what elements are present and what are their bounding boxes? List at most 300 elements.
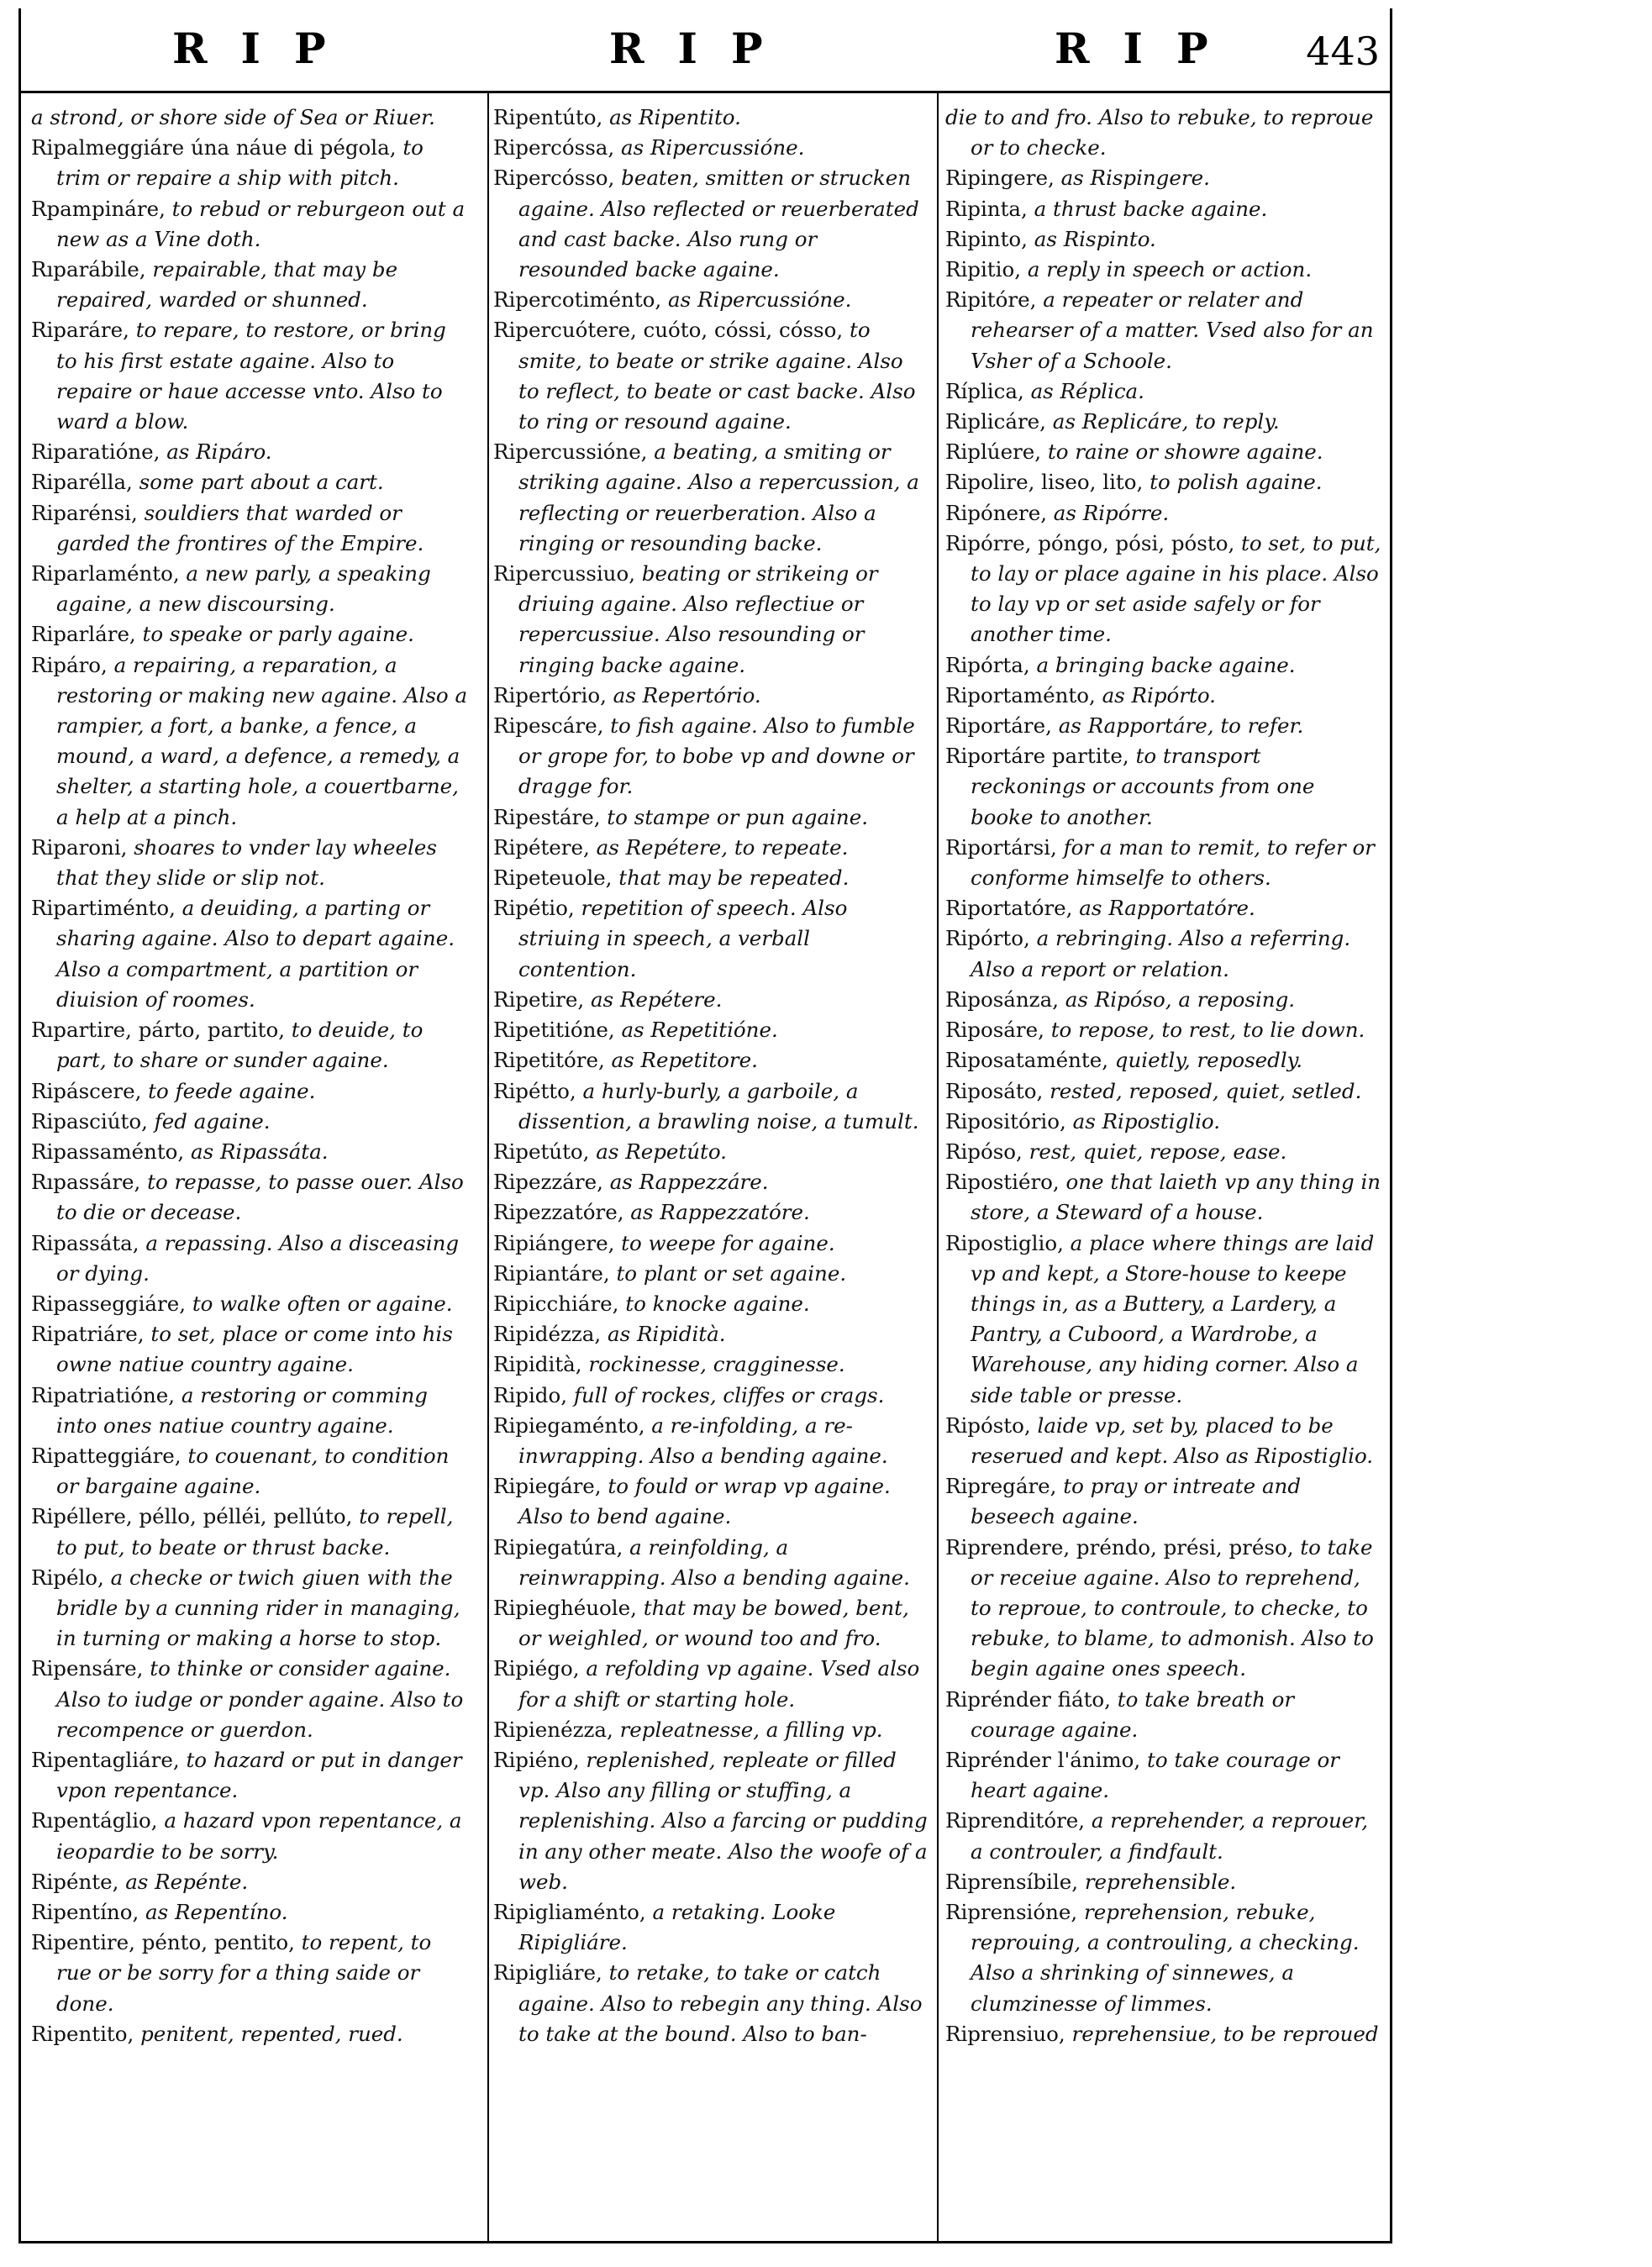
definition: to smite, to beate or strike againe. Also to reflect, to beate or cast backe. Also to ring or resound againe.	[518, 318, 916, 434]
definition: reprehension, rebuke, reprouing, a controuling, a checking. Also a shrinking of sinnewes, a clumzinesse of limmes.	[971, 1899, 1360, 2016]
headword: Ripéllere, péllo, pélléi, pellúto,	[31, 1504, 353, 1529]
dictionary-entry	[31, 1137, 468, 1167]
definition: a place where things are laid vp and kept, a Store-house to keepe things in, as a Buttery, a Lardery, a Pantry, a Cuboord, a Wardrobe, a Warehouse, any hiding corner. Also a side table or presse.	[971, 1230, 1375, 1407]
headword: Riposataménte,	[945, 1048, 1108, 1073]
dictionary-entry	[31, 1897, 468, 1928]
definition: as Ripáro.	[166, 439, 272, 465]
dictionary-page	[18, 8, 1392, 2243]
headword: Riposáre,	[945, 1018, 1044, 1043]
headword: Ripénte,	[31, 1869, 119, 1894]
headword: Riparlaménto,	[31, 561, 180, 586]
headword: Ripostiéro,	[945, 1170, 1060, 1195]
definition: a rebringing. Also a referring. Also a report or relation.	[971, 926, 1351, 981]
definition: as Ripassáta.	[191, 1139, 329, 1164]
headword: Riplicáre,	[945, 409, 1046, 434]
definition: a strond, or shore side of Sea or Riuer.	[31, 105, 435, 129]
definition: full of rockes, cliffes or crags.	[573, 1382, 885, 1407]
headword: Ripercotiménto,	[493, 287, 662, 313]
dictionary-entry	[493, 802, 930, 833]
headword: Rıpentáglio,	[31, 1808, 158, 1833]
headword: Ripélo,	[31, 1565, 104, 1590]
definition: to take breath or courage againe.	[971, 1686, 1295, 1742]
dictionary-entry	[945, 285, 1382, 376]
definition: a repassing. Also a disceasing or dying.	[56, 1230, 460, 1286]
dictionary-entry	[945, 255, 1382, 285]
dictionary-entry	[31, 1745, 468, 1806]
dictionary-entry	[31, 1928, 468, 2019]
column-2	[493, 103, 930, 2049]
headword: Ripetitióne,	[493, 1018, 615, 1043]
definition: die to and fro. Also to rebuke, to reproue or to checke.	[945, 105, 1374, 160]
dictionary-entry	[31, 559, 468, 619]
dictionary-entry	[31, 893, 468, 1015]
dictionary-entry	[493, 1533, 930, 1593]
dictionary-entry	[31, 833, 468, 893]
definition: as Replicáre, to reply.	[1052, 409, 1280, 434]
definition: to trim or repaire a ship with pitch.	[56, 135, 424, 191]
dictionary-entry	[493, 681, 930, 711]
definition: to retake, to take or catch againe. Also to rebegin any thing. Also to take at the bound. Also to ban-	[518, 1960, 923, 2046]
dictionary-entry	[493, 133, 930, 163]
dictionary-entry	[31, 619, 468, 650]
headword: Ripetúto,	[493, 1139, 590, 1164]
definition: repleatnesse, a filling vp.	[619, 1717, 883, 1742]
dictionary-entry	[945, 437, 1382, 467]
dictionary-entry	[945, 1167, 1382, 1228]
dictionary-entry	[945, 1015, 1382, 1045]
headword: Riparélla,	[31, 470, 133, 495]
definition: as Ripidità.	[608, 1322, 726, 1347]
headword: Ripiégo,	[493, 1656, 580, 1681]
definition: to stampe or pun againe.	[607, 804, 868, 829]
definition: to take courage or heart againe.	[971, 1747, 1339, 1803]
definition: a refolding vp againe. Vsed also for a shift or starting hole.	[518, 1656, 920, 1712]
dictionary-entry	[31, 2019, 468, 2049]
dictionary-entry	[945, 1533, 1382, 1685]
definition: rockinesse, cragginesse.	[588, 1352, 845, 1377]
headword: Ripezzatóre,	[493, 1200, 624, 1225]
headword: Riprenditóre,	[945, 1808, 1086, 1833]
headword: Ripentagliáre,	[31, 1747, 180, 1772]
dictionary-entry	[945, 194, 1382, 224]
dictionary-entry	[31, 498, 468, 559]
dictionary-entry	[493, 1745, 930, 1897]
headword: Ripetire,	[493, 986, 585, 1012]
headword: Ripórta,	[945, 652, 1030, 677]
dictionary-entry	[945, 893, 1382, 923]
dictionary-entry	[945, 1045, 1382, 1076]
definition: a checke or twich giuen with the bridle by a cunning rider in managing, in turning or making a horse to stop.	[56, 1565, 460, 1651]
dictionary-entry	[493, 711, 930, 802]
headword: Ripeteuole,	[493, 865, 613, 891]
headword: Riportatóre,	[945, 896, 1073, 921]
headword: Ripentito,	[31, 2021, 134, 2046]
dictionary-entry	[493, 1471, 930, 1532]
dictionary-entry	[945, 985, 1382, 1015]
dictionary-entry	[945, 1411, 1382, 1471]
headword: Ripassáta,	[31, 1230, 139, 1255]
dictionary-entry	[493, 1654, 930, 1714]
dictionary-entry	[31, 1654, 468, 1745]
definition: for a man to remit, to refer or conforme himselfe to others.	[971, 834, 1375, 891]
headword: Ripiantáre,	[493, 1260, 610, 1286]
definition: one that laieth vp any thing in store, a Steward of a house.	[971, 1170, 1381, 1225]
dictionary-entry	[31, 1563, 468, 1654]
definition: to walke often or againe.	[192, 1291, 453, 1316]
headword: Riprensióne,	[945, 1899, 1078, 1924]
headword: Ripinto,	[945, 226, 1028, 251]
headword: Ripétto,	[493, 1078, 576, 1103]
definition: a beating, a smiting or striking againe. Also a repercussion, a reflecting or reuerberation. Also a ringing or resounding backe.	[518, 439, 919, 555]
definition: replenished, repleate or filled vp. Also any filling or stuffing, a replenishing. Also a farcing or pudding in any other meate. Also the woofe of a web.	[518, 1747, 928, 1894]
dictionary-entry	[945, 498, 1382, 529]
dictionary-entry	[945, 1897, 1382, 2019]
running-head-right: RIP	[1055, 24, 1242, 73]
headword: Ripigliáre,	[493, 1960, 602, 1986]
dictionary-entry	[945, 681, 1382, 711]
definition: a hazard vpon repentance, a ieopardie to be sorry.	[56, 1808, 462, 1864]
headword: Riprénder l'ánimo,	[945, 1747, 1141, 1772]
definition: to fish againe. Also to fumble or grope for, to bobe vp and downe or dragge for.	[518, 713, 915, 799]
headword: Ripinta,	[945, 196, 1028, 221]
headword: Ripórre, póngo, pósi, pósto,	[945, 530, 1235, 555]
headword: Ripiegatúra,	[493, 1534, 623, 1560]
dictionary-entry	[493, 1015, 930, 1045]
column-1	[31, 103, 468, 2049]
headword: Ripregáre,	[945, 1474, 1057, 1499]
definition: as Ripentito.	[609, 105, 741, 129]
dictionary-entry	[493, 1137, 930, 1167]
headword: Ripezzáre,	[493, 1170, 603, 1195]
dictionary-entry	[945, 1076, 1382, 1107]
dictionary-entry	[493, 1289, 930, 1319]
definition: a restoring or comming into ones natiue country againe.	[56, 1382, 428, 1438]
dictionary-entry	[945, 923, 1382, 984]
definition: a hurly-burly, a garboile, a dissention, a brawling noise, a tumult.	[518, 1078, 919, 1134]
headword: Ripido,	[493, 1382, 568, 1407]
definition: laide vp, set by, placed to be reserued and kept. Also as Ripostiglio.	[971, 1412, 1374, 1468]
dictionary-entry	[31, 133, 468, 193]
dictionary-entry	[945, 103, 1382, 163]
headword: Rıpartire, párto, partito,	[31, 1018, 285, 1043]
headword: Riportáre partite,	[945, 744, 1129, 769]
headword: Ripentire, pénto, pentito,	[31, 1930, 295, 1955]
headword: Riprensiuo,	[945, 2021, 1065, 2046]
dictionary-entry	[945, 650, 1382, 681]
headword: Ripassaménto,	[31, 1139, 185, 1164]
dictionary-entry	[31, 1381, 468, 1441]
dictionary-entry	[31, 1867, 468, 1897]
dictionary-entry	[493, 1381, 930, 1411]
headword: Ripitio,	[945, 257, 1022, 282]
definition: rested, reposed, quiet, setled.	[1050, 1078, 1362, 1103]
headword: Riposánza,	[945, 986, 1059, 1012]
dictionary-entry	[945, 163, 1382, 193]
dictionary-entry	[945, 407, 1382, 437]
headword: Ripingere,	[945, 166, 1055, 191]
headword: Ripicchiáre,	[493, 1291, 619, 1316]
definition: to knocke againe.	[625, 1291, 810, 1316]
definition: to set, to put, to lay or place againe in his place. Also to lay vp or set aside safely or for another time.	[971, 530, 1381, 647]
definition: beaten, smitten or strucken againe. Also reflected or reuerberated and cast backe. Also rung or resounded backe againe.	[518, 166, 919, 282]
headword: Ripostiglio,	[945, 1230, 1064, 1255]
headword: Ripóso,	[945, 1139, 1023, 1164]
definition: as Repetitióne.	[621, 1018, 778, 1043]
headword: Ripercuótere, cuóto, cóssi, cósso,	[493, 318, 844, 343]
headword: Ripétere,	[493, 834, 590, 860]
definition: to repose, to rest, to lie down.	[1050, 1018, 1365, 1043]
definition: a repeater or relater and rehearser of a matter. Vsed also for an Vsher of a Schoole.	[971, 287, 1374, 373]
headword: Ripercósso,	[493, 166, 615, 191]
dictionary-entry	[31, 650, 468, 833]
headword: Ripasseggiáre,	[31, 1291, 187, 1316]
dictionary-entry	[493, 285, 930, 315]
definition: to repasse, to passe ouer. Also to die or decease.	[56, 1170, 464, 1225]
headword: Ripiéno,	[493, 1747, 580, 1772]
headword: Ripitóre,	[945, 287, 1037, 313]
headword: Ripiegaménto,	[493, 1412, 645, 1438]
definition: to repent, to rue or be sorry for a thing saide or done.	[56, 1930, 432, 2016]
dictionary-entry	[493, 893, 930, 985]
dictionary-entry	[31, 1806, 468, 1866]
headword: Ripertório,	[493, 682, 607, 707]
headword: Ripescáre,	[493, 713, 604, 739]
definition: as Rispinto.	[1034, 226, 1156, 251]
dictionary-entry	[31, 103, 468, 133]
definition: repetition of speech. Also striuing in speech, a verball contention.	[518, 896, 848, 981]
headword: Riprendere, préndo, prési, préso,	[945, 1534, 1294, 1560]
definition: as Ripercussióne.	[621, 135, 805, 160]
definition: as Ripórto.	[1102, 682, 1216, 707]
headword: Ripiegáre,	[493, 1474, 602, 1499]
definition: repairable, that may be repaired, warded or shunned.	[56, 257, 398, 313]
dictionary-entry	[493, 1593, 930, 1654]
definition: as Repentíno.	[145, 1899, 288, 1924]
dictionary-entry	[493, 1897, 930, 1958]
definition: to speake or parly againe.	[142, 622, 414, 647]
definition: quietly, reposedly.	[1114, 1048, 1303, 1073]
headword: Ripasciúto,	[31, 1108, 148, 1134]
headword: Ripentíno,	[31, 1899, 139, 1924]
dictionary-entry	[493, 163, 930, 285]
definition: a thrust backe againe.	[1034, 196, 1268, 221]
dictionary-entry	[31, 1319, 468, 1380]
definition: to raine or showre againe.	[1047, 439, 1323, 465]
definition: as Rapportatóre.	[1079, 896, 1255, 921]
definition: that may be repeated.	[618, 865, 850, 891]
dictionary-entry	[945, 376, 1382, 407]
definition: as Rappezzáre.	[609, 1170, 769, 1195]
headword: Riportársi,	[945, 834, 1057, 860]
headword: Ripartiménto,	[31, 896, 176, 921]
definition: a bringing backe againe.	[1036, 652, 1296, 677]
definition: as Réplica.	[1030, 378, 1144, 403]
headword: Riparatióne,	[31, 439, 160, 465]
dictionary-entry	[493, 1411, 930, 1471]
dictionary-entry	[31, 1289, 468, 1319]
definition: as Repetitore.	[611, 1048, 758, 1073]
definition: a retaking. Looke Ripigliáre.	[518, 1899, 836, 1955]
definition: as Repétere, to repeate.	[596, 834, 849, 860]
headword: Riparláre,	[31, 622, 136, 647]
definition: a reprehender, a reprouer, a controuler, a findfault.	[971, 1808, 1369, 1864]
dictionary-entry	[493, 1349, 930, 1380]
dictionary-entry	[31, 1502, 468, 1562]
definition: some part about a cart.	[139, 470, 384, 495]
dictionary-entry	[945, 1107, 1382, 1137]
definition: as Repetúto.	[596, 1139, 727, 1164]
dictionary-entry	[945, 1867, 1382, 1897]
dictionary-entry	[493, 985, 930, 1015]
headword: Riposáto,	[945, 1078, 1044, 1103]
definition: to take or receiue againe. Also to reprehend, to reproue, to controule, to checke, to rebuke, to blame, to admonish. Also to begin againe ones speech.	[971, 1534, 1374, 1681]
headword: Ripatriatióne,	[31, 1382, 176, 1407]
dictionary-entry	[493, 1259, 930, 1289]
headword: Ripatriáre,	[31, 1322, 145, 1347]
dictionary-entry	[945, 529, 1382, 650]
definition: as Ripercussióne.	[668, 287, 852, 313]
headword: Ripercóssa,	[493, 135, 615, 160]
headword: Ripiángere,	[493, 1230, 615, 1255]
dictionary-entry	[493, 315, 930, 437]
dictionary-entry	[31, 1441, 468, 1502]
headword: Ripétio,	[493, 896, 575, 921]
definition: to thinke or consider againe. Also to iudge or ponder againe. Also to recompence or guerdon.	[56, 1656, 464, 1742]
headword: Ripositório,	[945, 1108, 1066, 1134]
headword: Riparoni,	[31, 834, 128, 860]
definition: a re-infolding, a re-inwrapping. Also a bending againe.	[518, 1412, 888, 1468]
dictionary-entry	[493, 437, 930, 559]
headword: Ripienézza,	[493, 1717, 613, 1742]
column-3	[945, 103, 1382, 2049]
definition: as Rispingere.	[1060, 166, 1210, 191]
dictionary-entry	[31, 437, 468, 467]
dictionary-entry	[493, 1715, 930, 1745]
dictionary-entry	[493, 559, 930, 681]
dictionary-entry	[945, 833, 1382, 893]
definition: as Repénte.	[125, 1869, 249, 1894]
definition: a repairing, a reparation, a restoring or making new againe. Also a rampier, a fort, a banke, a fence, a mound, a ward, a defence, a remedy, a shelter, a starting hole, a couertbarne, a help at a pinch.	[56, 652, 468, 829]
dictionary-entry	[945, 467, 1382, 497]
dictionary-entry	[945, 1685, 1382, 1745]
dictionary-entry	[31, 1076, 468, 1107]
headword: Ripigliaménto,	[493, 1899, 646, 1924]
headword: Rpampináre,	[31, 196, 166, 221]
dictionary-entry	[945, 1228, 1382, 1411]
headword: Ripósto,	[945, 1412, 1031, 1438]
headword: Ripatteggiáre,	[31, 1443, 182, 1468]
headword: Ripetitóre,	[493, 1048, 605, 1073]
dictionary-entry	[493, 833, 930, 863]
definition: to feede againe.	[148, 1078, 316, 1103]
dictionary-entry	[945, 741, 1382, 833]
dictionary-entry	[493, 1319, 930, 1349]
headword: Ríplica,	[945, 378, 1024, 403]
dictionary-entry	[493, 1045, 930, 1076]
definition: as Ripóso, a reposing.	[1065, 986, 1296, 1012]
dictionary-entry	[31, 1228, 468, 1289]
definition: penitent, repented, rued.	[140, 2021, 403, 2046]
headword: Riprensíbile,	[945, 1869, 1079, 1894]
definition: a deuiding, a parting or sharing againe. Also to depart againe. Also a compartment, a partition or diuision of roomes.	[56, 896, 455, 1012]
definition: as Ripostiglio.	[1072, 1108, 1221, 1134]
headword: Riportáre,	[945, 713, 1052, 739]
definition: to weepe for againe.	[621, 1230, 835, 1255]
dictionary-entry	[493, 1197, 930, 1228]
dictionary-entry	[945, 1471, 1382, 1532]
dictionary-entry	[493, 1228, 930, 1259]
headword: Ripestáre,	[493, 804, 601, 829]
dictionary-entry	[945, 224, 1382, 255]
headword: Rıparábile,	[31, 257, 146, 282]
definition: fed againe.	[154, 1108, 271, 1134]
dictionary-entry	[31, 1015, 468, 1076]
dictionary-entry	[493, 863, 930, 893]
definition: beating or strikeing or driuing againe. Also reflectiue or repercussiue. Also resounding or ringing backe againe.	[518, 561, 878, 677]
page-number: 443	[1306, 29, 1380, 74]
headword: Ripolire, liseo, lito,	[945, 470, 1144, 495]
definition: to set, place or come into his owne natiue country againe.	[56, 1322, 453, 1377]
headword: Riplúere,	[945, 439, 1042, 465]
dictionary-entry	[31, 1167, 468, 1228]
running-head-left: RIP	[172, 24, 360, 73]
dictionary-entry	[493, 103, 930, 133]
headword: Riparénsi,	[31, 500, 138, 525]
column-divider-1	[487, 91, 489, 2241]
headword: Ripentúto,	[493, 105, 603, 129]
definition: to polish againe.	[1150, 470, 1323, 495]
dictionary-entry	[31, 1107, 468, 1137]
dictionary-entry	[945, 1806, 1382, 1866]
definition: as Rapportáre, to refer.	[1058, 713, 1304, 739]
dictionary-entry	[945, 1137, 1382, 1167]
dictionary-entry	[493, 1076, 930, 1137]
dictionary-entry	[31, 315, 468, 437]
definition: to pray or intreate and beseech againe.	[971, 1474, 1302, 1529]
headword: Ripáro,	[31, 652, 108, 677]
definition: reprehensible.	[1084, 1869, 1237, 1894]
definition: reprehensiue, to be reproued	[1071, 2021, 1379, 2046]
headword: Riportaménto,	[945, 682, 1096, 707]
dictionary-entry	[945, 1745, 1382, 1806]
column-divider-2	[937, 91, 939, 2241]
definition: to hazard or put in danger vpon repentance.	[56, 1747, 462, 1803]
definition: a reinfolding, a reinwrapping. Also a bending againe.	[518, 1534, 910, 1590]
definition: to rebud or reburgeon out a new as a Vine doth.	[56, 196, 466, 251]
definition: as Ripórre.	[1053, 500, 1170, 525]
headword: Riprénder fiáto,	[945, 1686, 1111, 1712]
dictionary-entry	[945, 711, 1382, 741]
headword: Ripensáre,	[31, 1656, 144, 1681]
definition: souldiers that warded or garded the frontires of the Empire.	[56, 500, 424, 555]
definition: as Repétere.	[590, 986, 723, 1012]
definition: that may be bowed, bent, or weighled, or wound too and fro.	[518, 1595, 909, 1651]
headword: Ripórto,	[945, 926, 1030, 951]
definition: as Repertório.	[613, 682, 761, 707]
headword: Ripieghéuole,	[493, 1595, 637, 1620]
definition: shoares to vnder lay wheeles that they slide or slip not.	[56, 834, 437, 891]
dictionary-entry	[945, 2019, 1382, 2049]
definition: to fould or wrap vp againe. Also to bend againe.	[518, 1474, 891, 1529]
running-head-center: RIP	[609, 24, 797, 73]
dictionary-entry	[31, 194, 468, 255]
definition: a reply in speech or action.	[1027, 257, 1313, 282]
dictionary-entry	[31, 467, 468, 497]
definition: as Rappezzatóre.	[630, 1200, 810, 1225]
definition: a new parly, a speaking againe, a new discoursing.	[56, 561, 431, 617]
headword: Ripercussiuo,	[493, 561, 635, 586]
definition: to transport reckonings or accounts from one booke to another.	[971, 744, 1315, 829]
